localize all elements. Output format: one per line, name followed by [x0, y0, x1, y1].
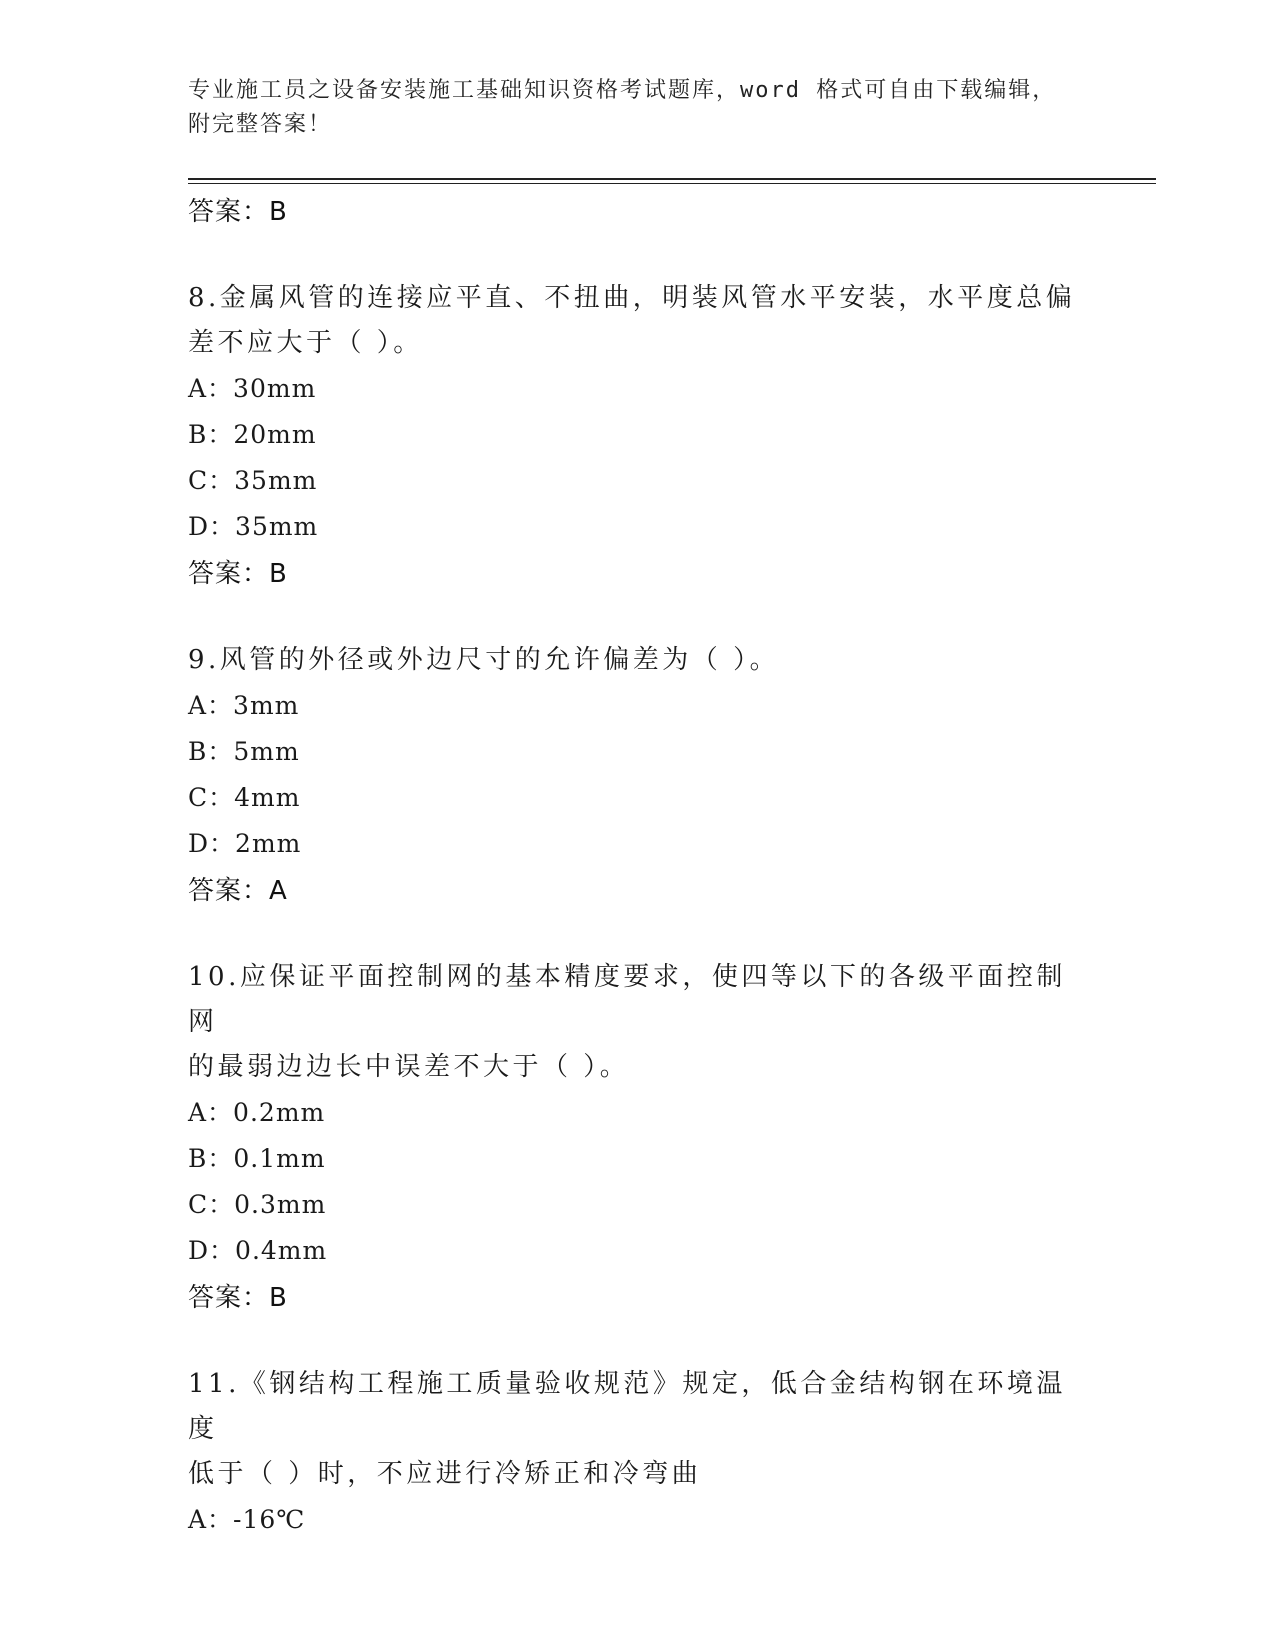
question-text-line: 10.应保证平面控制网的基本精度要求，使四等以下的各级平面控制网: [188, 962, 1066, 1037]
question-text-line: 8.金属风管的连接应平直、不扭曲，明装风管水平安装，水平度总偏: [188, 283, 1076, 313]
answer-line: 答案：B: [188, 197, 288, 227]
question-text-line: 9.风管的外径或外边尺寸的允许偏差为（ ）。: [188, 645, 780, 675]
header-divider-thick: [188, 178, 1156, 180]
header-line-2: 附完整答案！: [188, 112, 333, 137]
question-text-line: 差不应大于（ ）。: [188, 328, 423, 358]
answer-line: 答案：A: [188, 876, 288, 906]
header-line-1: 专业施工员之设备安装施工基础知识资格考试题库，word 格式可自由下载编辑，: [188, 78, 1057, 103]
question-block: [188, 276, 1088, 598]
header-divider-thin: [188, 183, 1156, 184]
option-c: C：35mm: [188, 466, 318, 495]
question-text-line: 低于（ ）时，不应进行冷矫正和冷弯曲: [188, 1459, 702, 1489]
question-block: [188, 1362, 1088, 1543]
option-b: B：20mm: [188, 420, 317, 449]
page-header: [188, 74, 1088, 142]
option-d: D：2mm: [188, 829, 302, 858]
option-b: B：5mm: [188, 737, 300, 766]
option-a: A：3mm: [188, 691, 300, 720]
option-c: C：4mm: [188, 783, 301, 812]
option-a: A：-16℃: [188, 1505, 306, 1534]
question-block: [188, 955, 1088, 1322]
option-a: A：0.2mm: [188, 1098, 326, 1127]
answer-line: 答案：B: [188, 559, 288, 589]
question-block: [188, 638, 1088, 915]
question-list: [188, 188, 1088, 1543]
option-d: D：35mm: [188, 512, 319, 541]
option-c: C：0.3mm: [188, 1190, 327, 1219]
answer-line: 答案：B: [188, 1283, 288, 1313]
question-text-line: 的最弱边边长中误差不大于（ ）。: [188, 1052, 630, 1082]
option-b: B：0.1mm: [188, 1144, 326, 1173]
option-d: D：0.4mm: [188, 1236, 328, 1265]
question-text-line: 11.《钢结构工程施工质量验收规范》规定，低合金结构钢在环境温度: [188, 1369, 1066, 1444]
option-a: A：30mm: [188, 374, 317, 403]
